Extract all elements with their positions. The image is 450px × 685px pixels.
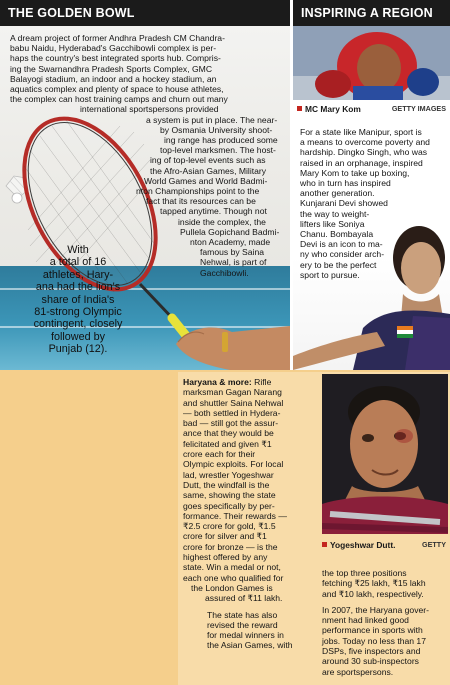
article-line: marksman Gagan Narang xyxy=(183,387,282,398)
article-line: bad — still got the assur- xyxy=(183,418,279,429)
yogeshwar-dutt-photo xyxy=(322,374,448,534)
caption-bullet-icon xyxy=(322,542,327,547)
article-line: and ₹10 lakh, respectively. xyxy=(322,588,424,599)
wrestler-illustration xyxy=(322,374,448,534)
article-line: ery to be the perfect xyxy=(300,259,377,270)
article-line: goes specifically by per- xyxy=(183,500,275,511)
article-line: performance in sports with xyxy=(322,625,423,636)
callout-line: athletes, Hary- xyxy=(42,268,114,281)
article-line: crore each for their xyxy=(183,449,256,460)
article-line: felicitated and given ₹1 xyxy=(183,438,272,449)
callout-line: ana had the lion's xyxy=(35,281,121,294)
article-line: Rifle xyxy=(251,377,272,387)
article-line: same, showing the state xyxy=(183,490,276,501)
article-line: aquatics complex and plenty of space to house athletes, xyxy=(10,84,224,95)
article-line: World Games and World Badmi- xyxy=(144,175,268,186)
haryana-callout xyxy=(24,244,132,356)
article-line: ny who consider arch- xyxy=(300,249,385,260)
article-line: the top three positions xyxy=(322,568,407,578)
article-line: each one who qualified for xyxy=(183,572,284,583)
article-line: the London Games is xyxy=(191,582,273,593)
article-line: another generation. xyxy=(300,188,375,199)
player-hand-icon xyxy=(176,326,290,370)
inspiring-region-article xyxy=(300,127,448,280)
yogeshwar-dutt-caption xyxy=(322,538,448,552)
callout-line: share of India's xyxy=(41,293,115,306)
article-line: babu Naidu, Hyderabad's Gacchibowli complex is per- xyxy=(10,43,217,54)
golden-bowl-header: THE GOLDEN BOWL xyxy=(0,0,290,26)
callout-line: contingent, closely xyxy=(33,318,123,331)
article-line: For a state like Manipur, sport is xyxy=(300,127,422,137)
article-line: Gacchibowli. xyxy=(200,267,249,278)
article-line: a means to overcome poverty and xyxy=(300,137,430,148)
article-line: Kunjarani Devi showed xyxy=(300,198,388,209)
callout-line: followed by xyxy=(50,330,106,343)
article-line: haps the country's best integrated sports hub. Compris- xyxy=(10,53,221,64)
article-line: famous by Saina xyxy=(200,247,265,258)
article-line: ₹2.5 crore for gold, ₹1.5 xyxy=(183,521,276,532)
article-line: jobs. Today no less than 17 xyxy=(322,635,426,646)
golden-bowl-article xyxy=(10,33,288,278)
article-line: crore for silver and ₹1 xyxy=(183,531,267,542)
article-line: and shuttler Saina Nehwal xyxy=(183,397,284,408)
callout-line: With xyxy=(67,244,89,256)
article-line: who in turn has inspired xyxy=(300,178,391,189)
article-line: a system is put in place. The near- xyxy=(146,114,278,125)
photo-credit: GETTY xyxy=(422,540,446,549)
caption-bullet-icon xyxy=(297,106,302,111)
article-line: revised the reward xyxy=(207,619,278,630)
article-lead: Haryana & more: xyxy=(183,377,252,387)
article-line: — both settled in Hydera- xyxy=(183,407,281,418)
article-line: nment had linked good xyxy=(322,615,409,626)
article-line: raised in an orphanage, inspired xyxy=(300,157,423,168)
article-line: fact that its resources can be xyxy=(146,196,256,207)
article-line: for medal winners in xyxy=(207,630,284,641)
article-line: the complex can host training camps and churn out many xyxy=(10,94,228,105)
callout-line: Punjab (12). xyxy=(48,343,108,356)
article-line: Balayogi stadium, an indoor and a hockey stadium, an xyxy=(10,73,217,84)
article-line: formance. Their rewards — xyxy=(183,510,287,521)
article-line: the Asian Games, with xyxy=(207,640,293,651)
article-line: Devi is an icon to ma- xyxy=(300,239,383,250)
article-line: the Afro-Asian Games, Military xyxy=(150,165,267,176)
article-line: nton Academy, made xyxy=(190,237,271,248)
article-line: inside the complex, the xyxy=(178,216,266,227)
article-line: top-level marksmen. The host- xyxy=(160,145,276,156)
article-line: the way to weight- xyxy=(300,208,370,219)
article-line: ance that they would be xyxy=(183,428,274,439)
article-line: state. Win a medal or not, xyxy=(183,562,281,573)
article-line: hardship. Dingko Singh, who was xyxy=(300,147,428,158)
caption-name: MC Mary Kom xyxy=(305,104,361,114)
article-line: The state has also xyxy=(207,609,278,620)
article-line: Nehwal, is part of xyxy=(200,257,267,268)
article-line: fetching ₹25 lakh, ₹15 lakh xyxy=(322,578,426,589)
article-line: sport to pursue. xyxy=(300,269,360,280)
article-line: ing range has produced some xyxy=(164,135,278,146)
article-line: Olympic exploits. For local xyxy=(183,459,284,470)
callout-line: 81-strong Olympic xyxy=(34,306,122,319)
article-line: by Osmania University shoot- xyxy=(160,124,273,135)
article-line: In 2007, the Haryana gover- xyxy=(322,604,430,615)
article-line: ing of top-level events such as xyxy=(150,155,266,166)
article-line: nton Championships point to the xyxy=(136,186,260,197)
mary-kom-photo xyxy=(293,26,450,100)
article-line: around 30 sub-inspectors xyxy=(322,656,419,667)
mary-kom-caption xyxy=(293,100,450,118)
boxer-illustration xyxy=(293,26,450,100)
article-line: DSPs, five inspectors and xyxy=(322,646,421,657)
caption-name: Yogeshwar Dutt. xyxy=(330,540,396,550)
haryana-article-col2 xyxy=(322,568,448,677)
article-line: international sportspersons provided xyxy=(80,104,219,115)
article-line: assured of ₹11 lakh. xyxy=(205,593,283,604)
article-line: Chanu. Bombayala xyxy=(300,229,374,240)
photo-credit: GETTY IMAGES xyxy=(391,104,446,113)
article-line: Mary Kom to take up boxing, xyxy=(300,167,410,178)
article-line: lifters like Soniya xyxy=(300,218,365,229)
article-line: crore for bronze — is the xyxy=(183,541,278,552)
callout-line: a total of 16 xyxy=(49,256,107,269)
article-line: Pullela Gopichand Badmi- xyxy=(180,226,280,237)
article-line: lad, wrestler Yogeshwar xyxy=(183,469,274,480)
article-line: ing the Swarnandhra Pradesh Sports Complex, GMC xyxy=(10,63,213,74)
article-line: are sportspersons. xyxy=(322,666,394,677)
inspiring-region-header: INSPIRING A REGION xyxy=(293,0,450,26)
article-line: A dream project of former Andhra Pradesh CM Chandra- xyxy=(10,33,225,43)
article-line: highest offered by any xyxy=(183,552,268,563)
badminton-photo xyxy=(0,26,290,370)
article-line: tapped anytime. Though not xyxy=(160,206,267,217)
haryana-article-col1 xyxy=(183,377,317,651)
article-line: Dutt, the windfall is the xyxy=(183,479,270,490)
